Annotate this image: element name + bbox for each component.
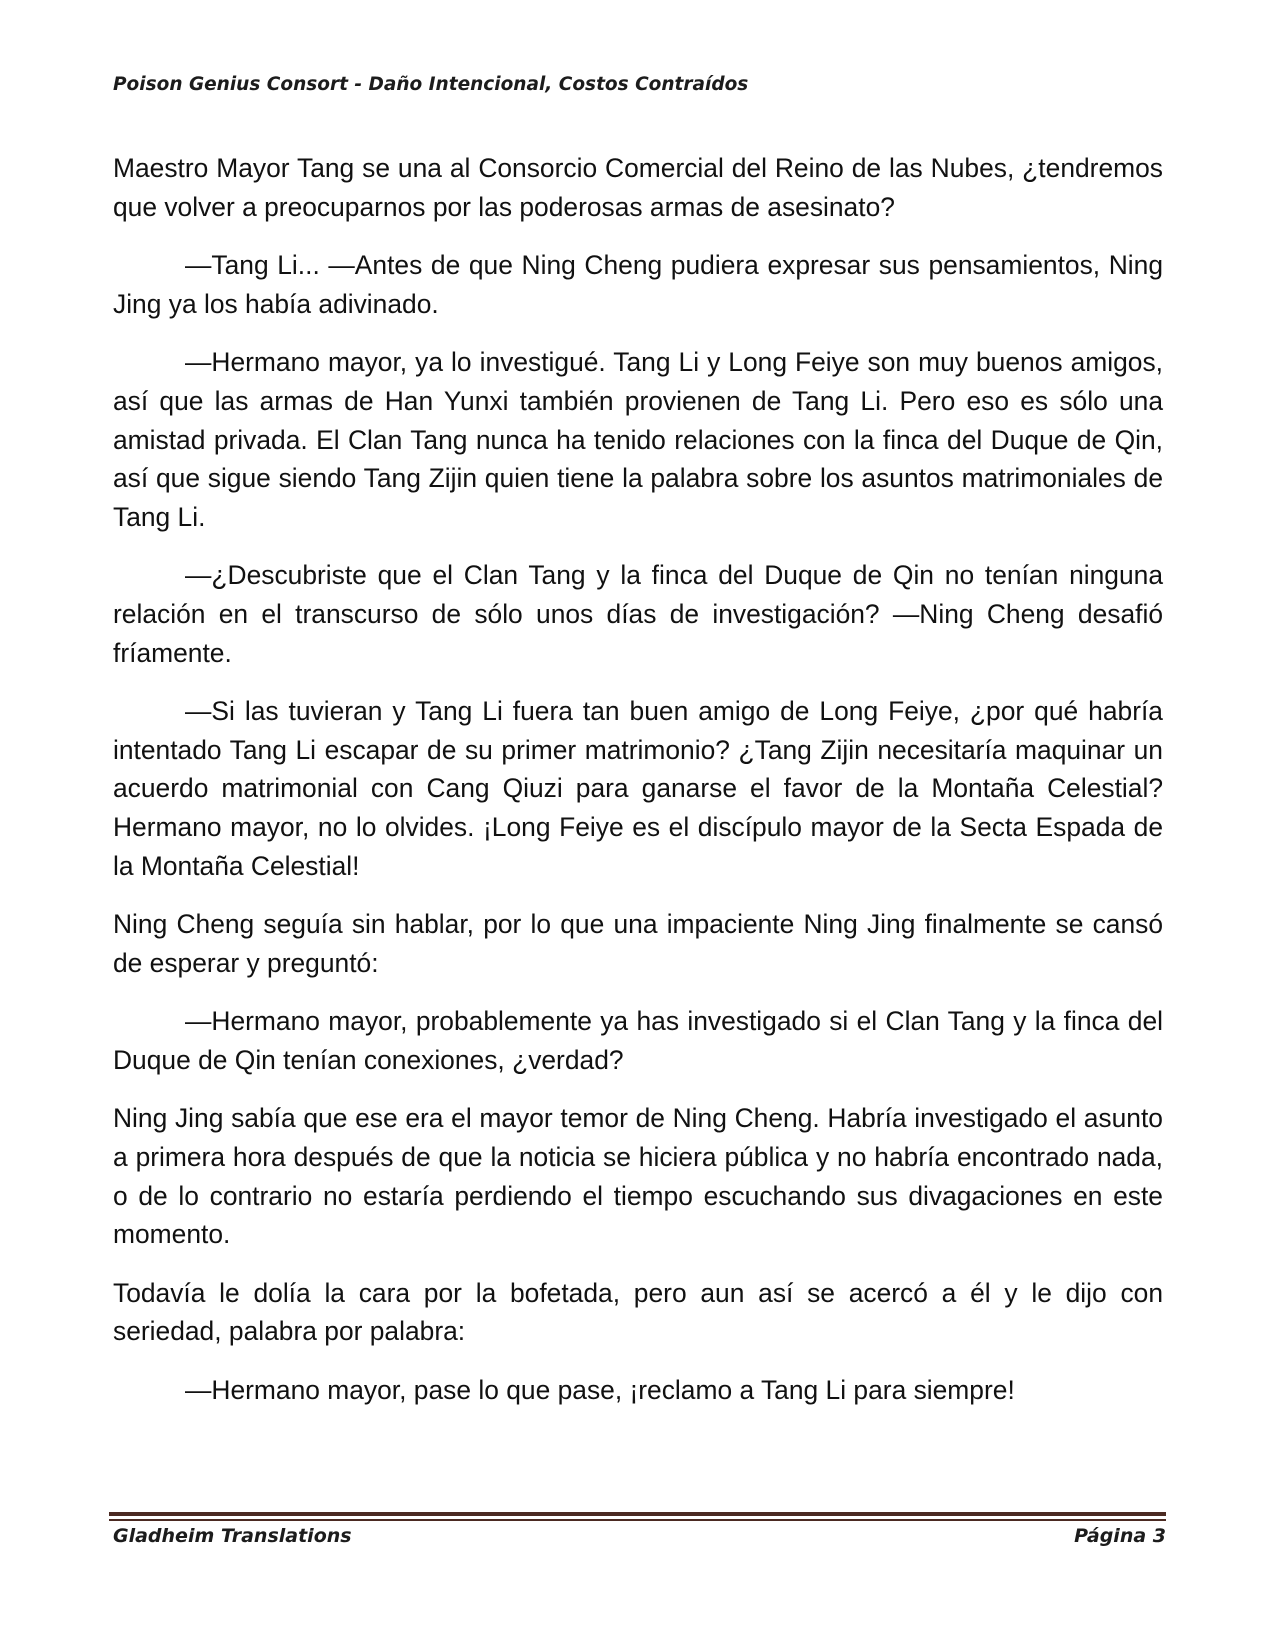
paragraph: —Hermano mayor, pase lo que pase, ¡reclamo a Tang Li para siempre! xyxy=(185,1375,1015,1406)
page-body xyxy=(113,149,1163,1430)
paragraph: —Hermano mayor, probablemente ya has investigado si el Clan Tang y la finca del Duque de Qin tenían conexiones, ¿verdad? xyxy=(113,1006,1163,1075)
paragraph: Ning Cheng seguía sin hablar, por lo que una impaciente Ning Jing finalmente se cansó de esperar y preguntó: xyxy=(113,909,1163,978)
paragraph: Todavía le dolía la cara por la bofetada, pero aun así se acercó a él y le dijo con seriedad, palabra por palabra: xyxy=(113,1277,1163,1347)
paragraph: Maestro Mayor Tang se una al Consorcio Comercial del Reino de las Nubes, ¿tendremos que volver a preocuparnos por las poderosas armas de asesinato? xyxy=(113,153,1163,222)
page-header-title: Poison Genius Consort - Daño Intencional, Costos Contraídos xyxy=(113,74,749,95)
footer-publisher: Gladheim Translations xyxy=(113,1525,352,1547)
paragraph: —¿Descubriste que el Clan Tang y la finca del Duque de Qin no tenían ninguna relación en el transcurso de sólo unos días de investigación? —Ning Cheng desafió fríamente. xyxy=(113,560,1163,668)
paragraph: —Tang Li... —Antes de que Ning Cheng pudiera expresar sus pensamientos, Ning Jing ya los había adivinado. xyxy=(113,250,1163,319)
paragraph: Ning Jing sabía que ese era el mayor temor de Ning Cheng. Habría investigado el asunto a primera hora después de que la noticia se hiciera pública y no habría encontrado nada, o de lo contrario no estaría perdiendo el tiempo escuchando sus divagaciones en este momento. xyxy=(113,1103,1163,1250)
footer-divider-thick xyxy=(109,1512,1166,1516)
footer-divider-thin xyxy=(109,1519,1166,1521)
footer-page-number: Página 3 xyxy=(1074,1525,1166,1547)
paragraph: —Hermano mayor, ya lo investigué. Tang Li y Long Feiye son muy buenos amigos, así que las armas de Han Yunxi también provienen de Tang Li. Pero eso es sólo una amistad privada. El Clan Tang nunca ha tenido relaciones con la finca del Duque de Qin, así que sigue siendo Tang Zijin quien tiene la palabra sobre los asuntos matrimoniales de Tang Li. xyxy=(113,347,1163,532)
paragraph: —Si las tuvieran y Tang Li fuera tan buen amigo de Long Feiye, ¿por qué habría intentado Tang Li escapar de su primer matrimonio? ¿Tang Zijin necesitaría maquinar un acuerdo matrimonial con Cang Qiuzi para ganarse el favor de la Montaña Celestial? Hermano mayor, no lo olvides. ¡Long Feiye es el discípulo mayor de la Secta Espada de la Montaña Celestial! xyxy=(113,696,1163,881)
